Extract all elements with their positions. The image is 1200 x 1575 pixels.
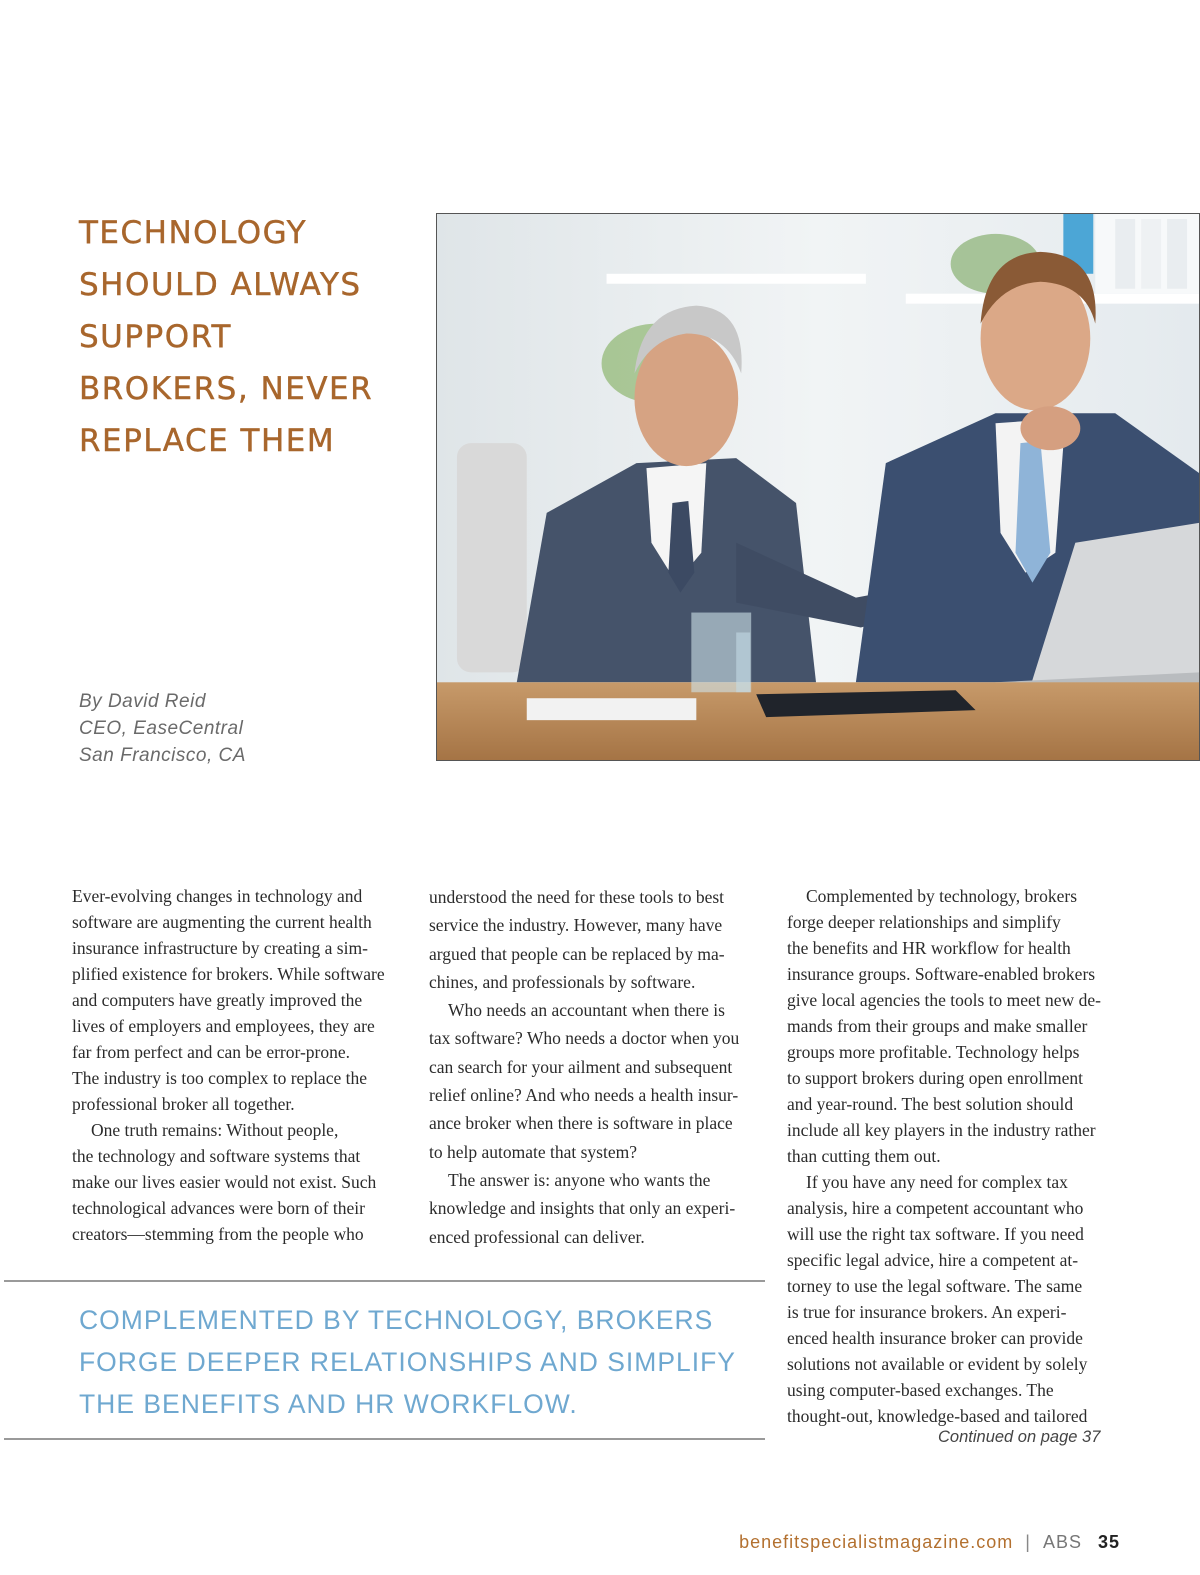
text-line: insurance infrastructure by creating a sim- bbox=[72, 938, 368, 958]
paragraph bbox=[787, 883, 1127, 1169]
footer-site: benefitspecialistmagazine.com bbox=[739, 1532, 1014, 1552]
pullquote-line: THE BENEFITS AND HR WORKFLOW. bbox=[79, 1389, 578, 1419]
business-meeting-photo bbox=[436, 213, 1200, 761]
text-line: and year-round. The best solution should bbox=[787, 1094, 1074, 1114]
text-line: argued that people can be replaced by ma- bbox=[429, 943, 725, 964]
text-line: service the industry. However, many have bbox=[429, 915, 723, 936]
byline bbox=[79, 688, 246, 769]
headline-line: REPLACE THEM bbox=[79, 423, 336, 459]
pullquote-top-rule bbox=[4, 1280, 765, 1282]
text-line: far from perfect and can be error-prone. bbox=[72, 1042, 351, 1062]
text-line: chines, and professionals by software. bbox=[429, 971, 696, 992]
text-line: relief online? And who needs a health insur- bbox=[429, 1085, 739, 1106]
text-line: Who needs an accountant when there is bbox=[448, 1000, 725, 1021]
text-line: professional broker all together. bbox=[72, 1094, 295, 1114]
text-line: Complemented by technology, brokers bbox=[806, 886, 1078, 906]
article-column-3 bbox=[787, 883, 1127, 1429]
footer-magazine: ABS bbox=[1042, 1532, 1082, 1552]
text-line: and computers have greatly improved the bbox=[72, 990, 363, 1010]
text-line: make our lives easier would not exist. Such bbox=[72, 1172, 377, 1192]
paragraph bbox=[429, 996, 764, 1166]
text-line: the benefits and HR workflow for health bbox=[787, 938, 1071, 958]
text-line: knowledge and insights that only an experi- bbox=[429, 1198, 736, 1219]
text-line: understood the need for these tools to best bbox=[429, 887, 725, 907]
text-line: lives of employers and employees, they are bbox=[72, 1016, 375, 1036]
text-line: One truth remains: Without people, bbox=[91, 1120, 339, 1140]
pullquote-line: FORGE DEEPER RELATIONSHIPS AND SIMPLIFY bbox=[79, 1347, 736, 1377]
text-line: can search for your ailment and subsequent bbox=[429, 1056, 733, 1077]
paragraph bbox=[787, 1169, 1127, 1429]
text-line: specific legal advice, hire a competent at- bbox=[787, 1250, 1079, 1270]
article-column-2 bbox=[429, 883, 764, 1251]
pullquote-bottom-rule bbox=[4, 1438, 765, 1440]
continued-note: Continued on page 37 bbox=[938, 1428, 1101, 1446]
text-line: technological advances were born of their bbox=[72, 1198, 365, 1218]
page-footer bbox=[739, 1532, 1120, 1553]
text-line: will use the right tax software. If you need bbox=[787, 1224, 1084, 1244]
byline-title: CEO, EaseCentral bbox=[79, 718, 244, 739]
headline-line: TECHNOLOGY bbox=[79, 215, 308, 251]
text-line: If you have any need for complex tax bbox=[806, 1172, 1068, 1192]
text-line: forge deeper relationships and simplify bbox=[787, 912, 1061, 932]
headline-line: SHOULD ALWAYS bbox=[79, 267, 362, 303]
article-headline bbox=[79, 207, 419, 467]
text-line: Ever-evolving changes in technology and bbox=[72, 886, 363, 906]
text-line: than cutting them out. bbox=[787, 1146, 941, 1166]
text-line: to help automate that system? bbox=[429, 1141, 638, 1162]
text-line: give local agencies the tools to meet new de- bbox=[787, 990, 1101, 1010]
text-line: solutions not available or evident by solely bbox=[787, 1354, 1088, 1374]
text-line: the technology and software systems that bbox=[72, 1146, 361, 1166]
headline-line: BROKERS, NEVER bbox=[79, 371, 374, 407]
text-line: groups more profitable. Technology helps bbox=[787, 1042, 1080, 1062]
pullquote-line: COMPLEMENTED BY TECHNOLOGY, BROKERS bbox=[79, 1305, 714, 1335]
text-line: enced health insurance broker can provide bbox=[787, 1328, 1083, 1348]
headline-line: SUPPORT bbox=[79, 319, 232, 355]
text-line: analysis, hire a competent accountant who bbox=[787, 1198, 1084, 1218]
text-line: ance broker when there is software in place bbox=[429, 1113, 733, 1134]
paragraph bbox=[72, 883, 407, 1117]
text-line: include all key players in the industry rather bbox=[787, 1120, 1096, 1140]
byline-location: San Francisco, CA bbox=[79, 745, 246, 766]
text-line: thought-out, knowledge-based and tailored bbox=[787, 1406, 1088, 1426]
text-line: is true for insurance brokers. An experi- bbox=[787, 1302, 1067, 1322]
paragraph bbox=[429, 883, 764, 996]
text-line: plified existence for brokers. While software bbox=[72, 964, 385, 984]
text-line: The answer is: anyone who wants the bbox=[448, 1169, 711, 1190]
text-line: insurance groups. Software-enabled brokers bbox=[787, 964, 1096, 984]
text-line: to support brokers during open enrollment bbox=[787, 1068, 1083, 1088]
article-column-1 bbox=[72, 883, 407, 1247]
text-line: torney to use the legal software. The same bbox=[787, 1276, 1083, 1296]
text-line: enced professional can deliver. bbox=[429, 1226, 645, 1247]
text-line: tax software? Who needs a doctor when you bbox=[429, 1028, 740, 1049]
photo-illustration bbox=[437, 214, 1199, 760]
pullquote bbox=[79, 1299, 759, 1425]
paragraph bbox=[72, 1117, 407, 1247]
text-line: creators—stemming from the people who bbox=[72, 1224, 364, 1244]
footer-separator: | bbox=[1025, 1532, 1031, 1552]
text-line: software are augmenting the current health bbox=[72, 912, 372, 932]
byline-author: By David Reid bbox=[79, 691, 206, 712]
text-line: using computer-based exchanges. The bbox=[787, 1380, 1054, 1400]
text-line: The industry is too complex to replace the bbox=[72, 1068, 367, 1088]
page-number: 35 bbox=[1097, 1532, 1120, 1552]
text-line: mands from their groups and make smaller bbox=[787, 1016, 1088, 1036]
paragraph bbox=[429, 1166, 764, 1251]
